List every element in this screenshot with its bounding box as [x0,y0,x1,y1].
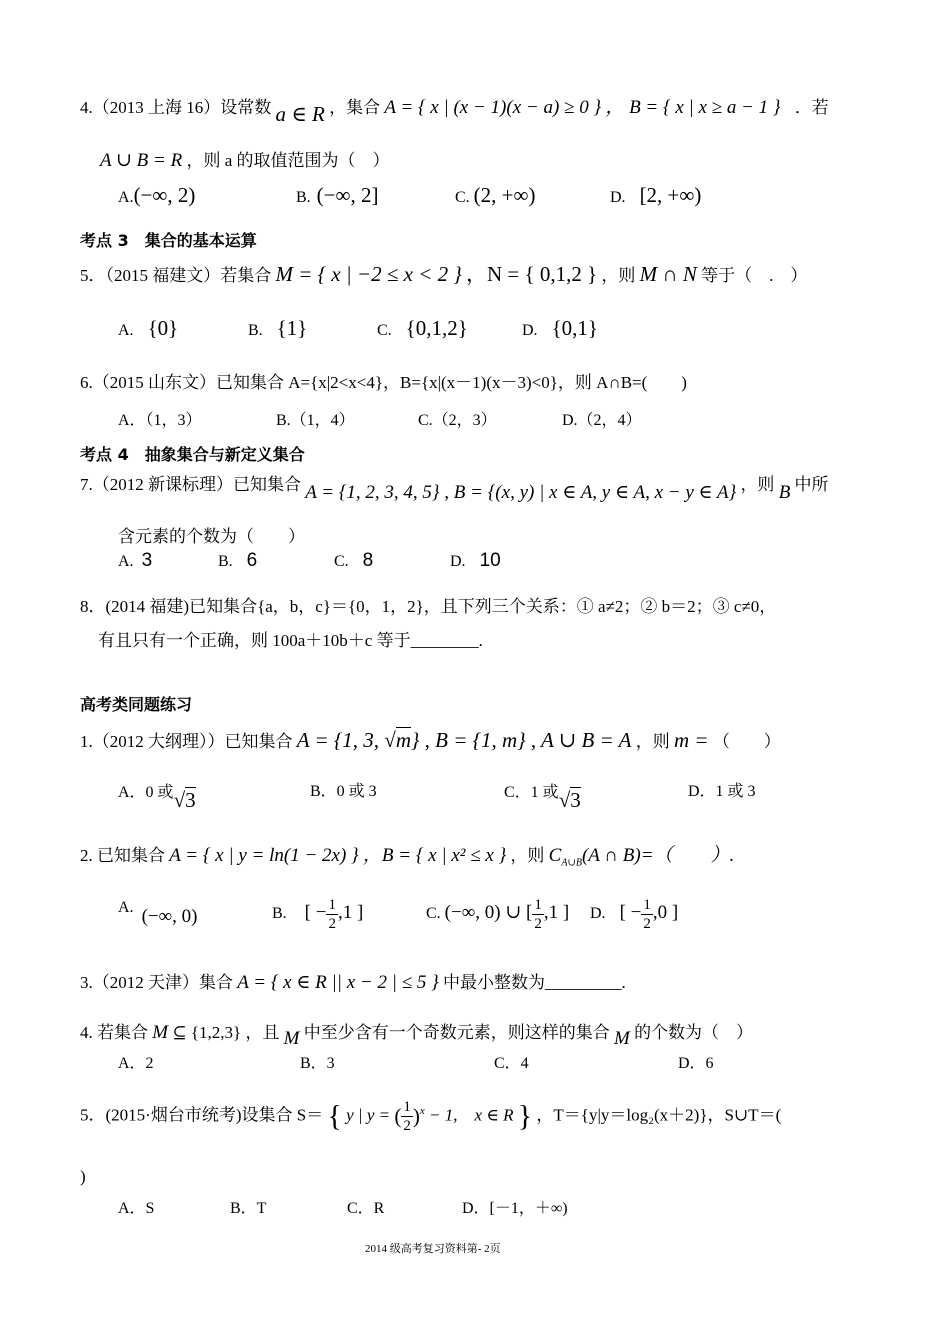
math-expr: A = {1, 3, [296,728,385,752]
q5-option-a[interactable] [118,316,178,341]
p2-option-c[interactable]: C. (−∞, 0) ∪ [ $\frac{1}{2}$ ,1 ] [426,897,570,932]
question-lead: 3.（2012 天津）集合 [80,973,233,992]
math-expr: A = { x | y = ln(1 − 2x) } [169,845,359,866]
math-expr: ， B = { x | x ≥ a − 1 } [605,97,781,118]
option-value: [2, +∞) [639,183,702,207]
option-label: C. [426,905,441,923]
practice-5: 5．(2015·烟台市统考)设集合 S＝ { y | y = ( $\frac{1}{2}$ )$^x$ − 1, x ∈ R } ，T＝{y|y＝log₂(x＋2)}，S∪T＝( [80,1099,782,1134]
practice-4 [80,1018,754,1049]
question-lead: 4.（2013 上海 16）设常数 [80,98,272,117]
question-text: ．若 [794,98,829,117]
option-value: 3 [570,788,581,812]
sqrt-expr: m [395,728,411,752]
option-label: C. [455,189,470,206]
math-expr: a ∈ R [275,102,325,126]
p4-option-c[interactable]: C．4 [494,1055,529,1072]
option-value: 8 [362,550,374,571]
question-text: 中最小整数为_________. [443,973,626,992]
question-lead: 5．(2015·烟台市统考)设集合 S＝ [80,1105,324,1125]
option-value: {1} [276,316,308,340]
option-label: C. [334,553,349,570]
option-label: D. [610,189,626,206]
q6-option-c[interactable]: C.（2，3） [418,412,497,429]
p5-option-c[interactable]: C．R [347,1200,385,1217]
p2-option-b[interactable]: B. [ − $\frac{1}{2}$ ,1 ] [272,897,364,932]
option-value: (−∞, 2] [316,183,379,207]
fraction: $\frac{1}{2}$ [328,897,336,932]
option-label: B. [248,322,263,339]
option-value: {0,1} [551,316,598,340]
math-expr: B [778,482,791,503]
q7-option-b[interactable] [218,550,257,572]
q7-option-c[interactable] [334,550,373,572]
q7-option-a[interactable] [118,550,152,572]
question-lead: 7.（2012 新课标理）已知集合 [80,475,301,494]
question-4-line2 [100,146,390,172]
question-text: ，则 [635,732,670,751]
q5-option-d[interactable] [522,316,598,341]
question-text: 的个数为（ ） [634,1023,754,1042]
q5-option-c[interactable] [377,316,468,341]
p1-option-a[interactable]: A．0 或√3 [118,784,196,812]
p1-option-c[interactable]: C．1 或√3 [504,784,581,812]
q4-option-a[interactable] [118,183,195,208]
option-label: B. [218,553,233,570]
p5-option-d[interactable]: D．[－1，＋∞) [462,1200,568,1217]
option-label: D. [590,905,606,923]
question-5 [80,258,807,288]
p1-option-d[interactable]: D．1 或 3 [688,783,756,800]
question-7-line2: 含元素的个数为（ ） [118,527,305,546]
question-text: （ ） [712,732,781,751]
math-exp: x [419,1104,425,1117]
option-label: B. [296,189,311,206]
math-expr: M [613,1028,630,1049]
p4-option-d[interactable]: D．6 [678,1055,714,1072]
q4-option-d[interactable] [610,183,701,208]
math-expr: m = [673,728,709,752]
p4-option-a[interactable]: A．2 [118,1055,154,1072]
math-expr: M = { x | −2 ≤ x < 2 } [275,262,462,286]
question-text: ，则 a 的取值范围为（ ） [186,151,390,170]
question-7 [80,470,829,503]
question-text: 中至少含有一个奇数元素，则这样的集合 [303,1023,610,1042]
q4-option-b[interactable] [296,183,378,208]
option-value: (−∞, 2) [133,183,196,207]
p5-option-b[interactable]: B．T [230,1200,267,1217]
math-expr: C [548,845,562,866]
p1-option-b[interactable]: B．0 或 3 [310,783,377,800]
option-value: 10 [479,550,501,571]
math-expr: M ∩ N [639,262,697,286]
fraction: $\frac{1}{2}$ [403,1099,411,1134]
option-label: A. [118,322,134,339]
math-expr: ，N = { 0,1,2 } [466,262,598,286]
q6-option-b[interactable]: B.（1，4） [276,412,355,429]
option-label: A. [118,553,134,570]
option-value: (−∞, 0) [141,906,198,927]
question-lead: 4. 若集合 [80,1023,148,1042]
math-expr: y | y = [346,1105,391,1125]
option-value: {0} [147,316,179,340]
page-footer: 2014 级高考复习资料第- 2页 [365,1243,501,1255]
fraction: $\frac{1}{2}$ [534,897,542,932]
practice-2 [80,840,734,868]
math-expr: } , B = {1, m} , A ∪ B = A [410,728,632,752]
option-value: 3 [185,788,196,812]
question-8-line2: 有且只有一个正确，则 100a＋10b＋c 等于________. [98,631,483,650]
math-expr: M [152,1022,169,1043]
math-expr: ⊆ {1,2,3} [172,1023,242,1042]
p2-option-a[interactable] [118,896,198,927]
section-heading: 考点 3 集合的基本运算 [80,231,257,250]
option-label: D. [450,553,466,570]
p2-option-d[interactable]: D. [ − $\frac{1}{2}$ ,0 ] [590,897,679,932]
math-expr: ，B = { x | x² ≤ x } [362,845,507,866]
math-sub: A∪B [561,857,582,869]
question-6: 6.（2015 山东文）已知集合 A={x|2<x<4}，B={x|(x－1)(x－3)<0}，则 A∩B=( ) [80,373,687,392]
math-expr: A = { x | (x − 1)(x − a) ≥ 0 } [384,97,602,118]
practice-heading: 高考类同题练习 [80,695,193,714]
math-expr: M [283,1028,300,1049]
question-lead: 2. 已知集合 [80,846,165,865]
practice-3 [80,968,626,994]
math-expr: A = {1, 2, 3, 4, 5} , B = {(x, y) | x ∈ A, y ∈ A, x − y ∈ A} [305,482,737,503]
option-label: A. [118,189,134,206]
question-text: ，则 [740,475,775,494]
question-4-2013 [80,92,829,126]
q6-option-a[interactable]: A．（1，3） [118,412,202,429]
option-value: (2, +∞) [473,183,536,207]
option-label: B. [272,905,287,923]
math-expr: A ∪ B = R [100,150,183,171]
question-8: 8．(2014 福建)已知集合{a，b，c}＝{0，1，2}，且下列三个关系：① a≠2；② b＝2；③ c≠0， [80,597,777,616]
option-label: A．0 或 [118,784,174,801]
q7-option-d[interactable] [450,550,501,572]
p5-option-a[interactable]: A．S [118,1200,155,1217]
option-value: {0,1,2} [405,316,468,340]
math-expr: (A ∩ B)=（ ）. [581,845,735,866]
q5-option-b[interactable] [248,316,307,341]
option-label: C. [377,322,392,339]
fraction: $\frac{1}{2}$ [643,897,651,932]
option-value: 6 [246,550,258,571]
q6-option-d[interactable]: D.（2，4） [562,412,642,429]
option-value: 3 [141,550,153,571]
question-text: ，集合 [329,98,381,117]
p4-option-b[interactable]: B．3 [300,1055,335,1072]
question-text: ，则 [510,846,545,865]
question-lead: 1.（2012 大纲理））已知集合 [80,732,293,751]
question-text: ，T＝{y|y＝log₂(x＋2)}，S∪T＝( [536,1105,782,1125]
question-text: 等于（ . ） [701,266,808,285]
math-expr: A = { x ∈ R || x − 2 | ≤ 5 } [237,972,439,993]
option-label: A. [118,899,134,916]
q4-option-c[interactable] [455,183,535,208]
option-label: D. [522,322,538,339]
option-label: C．1 或 [504,784,559,801]
section-heading: 考点 4 抽象集合与新定义集合 [80,445,305,464]
question-lead: 5．（2015 福建文）若集合 [80,266,272,285]
practice-5-close: ) [80,1167,86,1186]
question-text: ，则 [601,266,636,285]
question-text: 中所 [794,475,829,494]
practice-1: 1.（2012 大纲理））已知集合 A = {1, 3, √m} , B = {1, m} , A ∪ B = A ，则 m = （ ） [80,728,781,752]
question-text: ，且 [245,1023,280,1042]
math-expr: − 1, x ∈ R [429,1105,514,1125]
